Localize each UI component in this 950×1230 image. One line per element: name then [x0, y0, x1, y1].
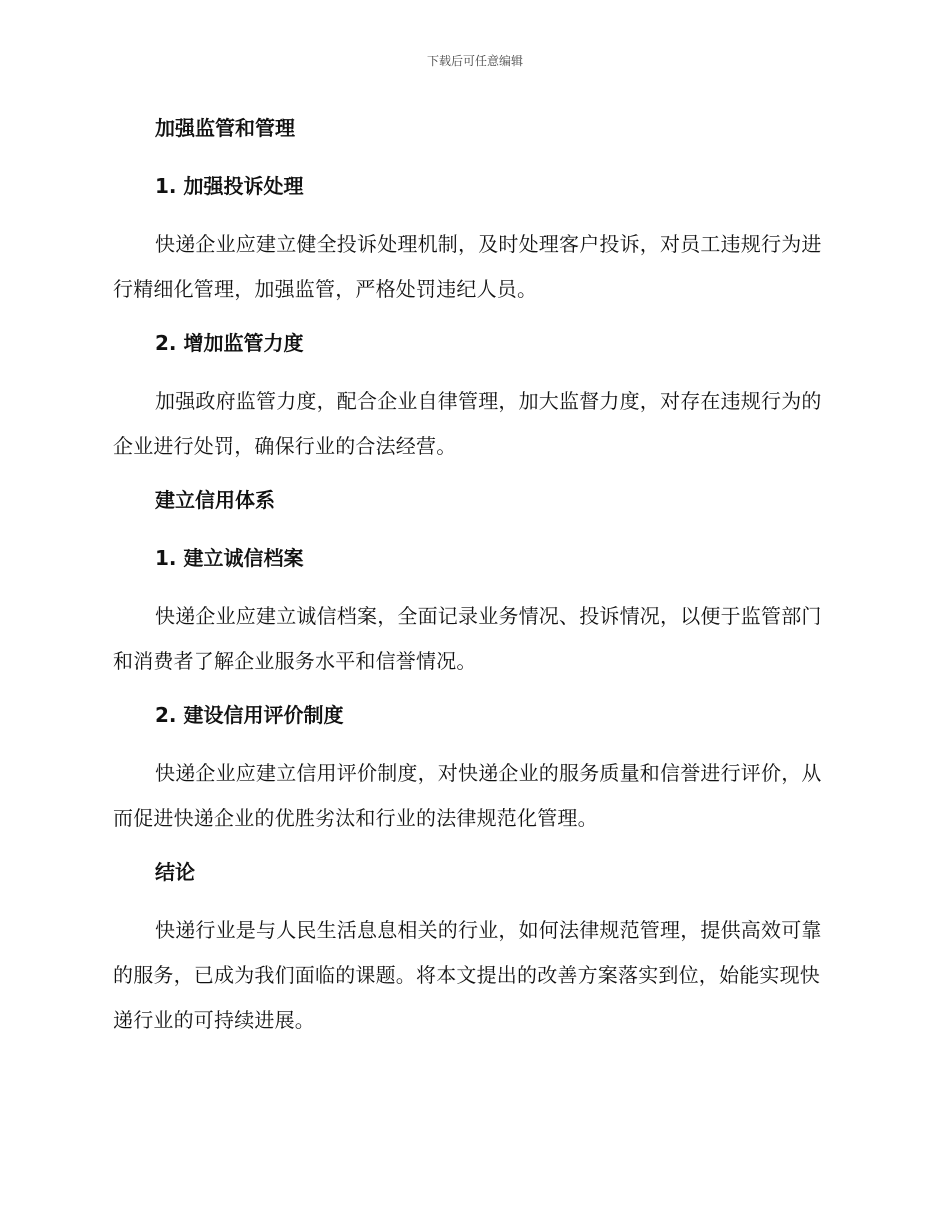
- section-heading-supervision: 加强监管和管理: [155, 116, 295, 140]
- document-body: [113, 112, 833, 1058]
- subheading-complaint-handling: 1. 加强投诉处理: [155, 174, 304, 198]
- section-heading-credit-system: 建立信用体系: [155, 488, 275, 512]
- paragraph-complaint-handling: 快递企业应建立健全投诉处理机制，及时处理客户投诉，对员工违规行为进行精细化管理，加强监管，严格处罚违纪人员。: [113, 232, 822, 301]
- paragraph-credit-evaluation: 快递企业应建立信用评价制度，对快递企业的服务质量和信誉进行评价，从而促进快递企业的优胜劣汰和行业的法律规范化管理。: [113, 761, 822, 830]
- paragraph-integrity-records: 快递企业应建立诚信档案，全面记录业务情况、投诉情况，以便于监管部门和消费者了解企业服务水平和信誉情况。: [113, 604, 822, 673]
- subheading-supervision-strength: 2. 增加监管力度: [155, 331, 304, 355]
- paragraph-conclusion: 快递行业是与人民生活息息相关的行业，如何法律规范管理，提供高效可靠的服务，已成为我们面临的课题。将本文提出的改善方案落实到位，始能实现快递行业的可持续进展。: [113, 918, 822, 1032]
- subheading-credit-evaluation: 2. 建设信用评价制度: [155, 703, 344, 727]
- page-header: 下载后可任意编辑: [426, 54, 523, 68]
- paragraph-supervision-strength: 加强政府监管力度，配合企业自律管理，加大监督力度，对存在违规行为的企业进行处罚，确保行业的合法经营。: [113, 389, 822, 458]
- subheading-integrity-records: 1. 建立诚信档案: [155, 546, 304, 570]
- section-heading-conclusion: 结论: [155, 860, 195, 884]
